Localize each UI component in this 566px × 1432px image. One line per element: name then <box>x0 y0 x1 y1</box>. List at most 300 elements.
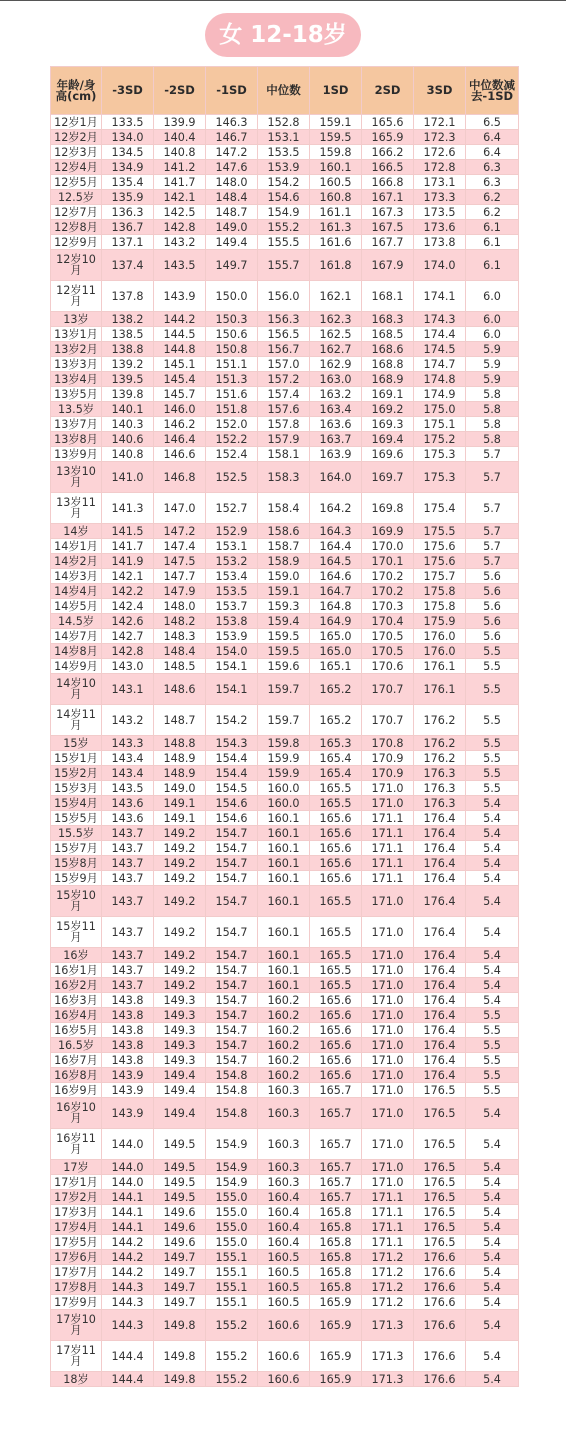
age-cell: 15岁4月 <box>51 796 102 811</box>
diff-cell: 6.5 <box>466 115 519 130</box>
minus1sd-cell: 152.2 <box>206 432 258 447</box>
minus3sd-cell: 144.2 <box>102 1250 154 1265</box>
minus1sd-cell: 153.7 <box>206 599 258 614</box>
plus3sd-cell: 175.5 <box>414 524 466 539</box>
median-cell: 159.9 <box>258 751 310 766</box>
diff-cell: 6.2 <box>466 190 519 205</box>
minus1sd-cell: 149.0 <box>206 220 258 235</box>
plus1sd-cell: 164.8 <box>310 599 362 614</box>
diff-cell: 5.4 <box>466 1220 519 1235</box>
minus2sd-cell: 148.7 <box>154 705 206 736</box>
plus2sd-cell: 170.4 <box>362 614 414 629</box>
plus1sd-cell: 165.9 <box>310 1295 362 1310</box>
minus1sd-cell: 155.1 <box>206 1250 258 1265</box>
plus3sd-cell: 176.5 <box>414 1220 466 1235</box>
plus2sd-cell: 168.6 <box>362 342 414 357</box>
plus2sd-cell: 171.1 <box>362 1220 414 1235</box>
plus1sd-cell: 161.6 <box>310 235 362 250</box>
minus3sd-cell: 137.8 <box>102 281 154 312</box>
column-header-minus2sd: -2SD <box>154 67 206 115</box>
minus2sd-cell: 149.1 <box>154 811 206 826</box>
minus2sd-cell: 149.6 <box>154 1205 206 1220</box>
minus2sd-cell: 140.4 <box>154 130 206 145</box>
plus1sd-cell: 165.5 <box>310 781 362 796</box>
age-cell: 16岁10月 <box>51 1098 102 1129</box>
age-cell: 17岁1月 <box>51 1175 102 1190</box>
diff-cell: 5.5 <box>466 705 519 736</box>
median-cell: 157.8 <box>258 417 310 432</box>
median-cell: 160.1 <box>258 948 310 963</box>
minus1sd-cell: 155.2 <box>206 1310 258 1341</box>
plus2sd-cell: 171.0 <box>362 796 414 811</box>
age-cell: 14岁 <box>51 524 102 539</box>
minus2sd-cell: 149.2 <box>154 886 206 917</box>
diff-cell: 5.4 <box>466 1341 519 1372</box>
diff-cell: 5.4 <box>466 948 519 963</box>
age-cell: 14岁8月 <box>51 644 102 659</box>
minus3sd-cell: 143.7 <box>102 886 154 917</box>
plus2sd-cell: 169.8 <box>362 493 414 524</box>
table-row <box>51 235 519 250</box>
plus1sd-cell: 165.0 <box>310 644 362 659</box>
page-title: 女 12-18岁 <box>205 13 361 57</box>
median-cell: 158.7 <box>258 539 310 554</box>
minus1sd-cell: 152.5 <box>206 462 258 493</box>
minus1sd-cell: 153.9 <box>206 629 258 644</box>
minus3sd-cell: 143.7 <box>102 856 154 871</box>
plus3sd-cell: 176.6 <box>414 1265 466 1280</box>
age-cell: 12岁8月 <box>51 220 102 235</box>
median-cell: 160.0 <box>258 781 310 796</box>
minus2sd-cell: 149.5 <box>154 1175 206 1190</box>
minus2sd-cell: 146.4 <box>154 432 206 447</box>
age-cell: 13岁10月 <box>51 462 102 493</box>
plus1sd-cell: 163.6 <box>310 417 362 432</box>
plus3sd-cell: 176.4 <box>414 948 466 963</box>
minus2sd-cell: 149.2 <box>154 856 206 871</box>
minus2sd-cell: 142.5 <box>154 205 206 220</box>
minus2sd-cell: 145.7 <box>154 387 206 402</box>
table-row <box>51 1129 519 1160</box>
minus3sd-cell: 138.5 <box>102 327 154 342</box>
plus1sd-cell: 165.6 <box>310 841 362 856</box>
minus2sd-cell: 144.8 <box>154 342 206 357</box>
median-cell: 153.1 <box>258 130 310 145</box>
table-row <box>51 569 519 584</box>
age-cell: 12岁7月 <box>51 205 102 220</box>
table-row <box>51 1341 519 1372</box>
diff-cell: 5.4 <box>466 1310 519 1341</box>
table-row <box>51 493 519 524</box>
table-row <box>51 205 519 220</box>
diff-cell: 5.8 <box>466 417 519 432</box>
plus1sd-cell: 165.9 <box>310 1310 362 1341</box>
minus3sd-cell: 143.8 <box>102 1053 154 1068</box>
age-cell: 13岁 <box>51 312 102 327</box>
minus3sd-cell: 144.3 <box>102 1295 154 1310</box>
age-cell: 15岁5月 <box>51 811 102 826</box>
height-reference-table <box>50 66 519 1387</box>
plus3sd-cell: 176.3 <box>414 781 466 796</box>
median-cell: 159.5 <box>258 644 310 659</box>
age-cell: 16岁4月 <box>51 1008 102 1023</box>
minus3sd-cell: 144.4 <box>102 1372 154 1387</box>
median-cell: 160.1 <box>258 978 310 993</box>
plus2sd-cell: 170.6 <box>362 659 414 674</box>
minus3sd-cell: 137.1 <box>102 235 154 250</box>
median-cell: 155.7 <box>258 250 310 281</box>
minus1sd-cell: 148.4 <box>206 190 258 205</box>
plus1sd-cell: 165.5 <box>310 886 362 917</box>
plus3sd-cell: 175.1 <box>414 417 466 432</box>
plus1sd-cell: 164.5 <box>310 554 362 569</box>
diff-cell: 5.5 <box>466 736 519 751</box>
plus2sd-cell: 168.1 <box>362 281 414 312</box>
plus3sd-cell: 174.1 <box>414 281 466 312</box>
median-cell: 160.1 <box>258 963 310 978</box>
minus2sd-cell: 149.2 <box>154 978 206 993</box>
table-row <box>51 115 519 130</box>
table-row <box>51 751 519 766</box>
table-row <box>51 554 519 569</box>
minus1sd-cell: 151.8 <box>206 402 258 417</box>
minus1sd-cell: 152.9 <box>206 524 258 539</box>
minus2sd-cell: 149.2 <box>154 963 206 978</box>
table-row <box>51 978 519 993</box>
minus1sd-cell: 154.7 <box>206 993 258 1008</box>
plus1sd-cell: 162.3 <box>310 312 362 327</box>
plus1sd-cell: 165.6 <box>310 811 362 826</box>
median-cell: 159.4 <box>258 614 310 629</box>
minus3sd-cell: 144.3 <box>102 1280 154 1295</box>
minus3sd-cell: 143.7 <box>102 948 154 963</box>
table-row <box>51 856 519 871</box>
plus2sd-cell: 165.9 <box>362 130 414 145</box>
plus2sd-cell: 171.0 <box>362 978 414 993</box>
age-cell: 15岁11月 <box>51 917 102 948</box>
median-cell: 160.2 <box>258 1038 310 1053</box>
diff-cell: 5.4 <box>466 871 519 886</box>
minus3sd-cell: 139.5 <box>102 372 154 387</box>
diff-cell: 5.4 <box>466 978 519 993</box>
minus3sd-cell: 143.4 <box>102 751 154 766</box>
minus1sd-cell: 155.1 <box>206 1265 258 1280</box>
plus2sd-cell: 171.0 <box>362 963 414 978</box>
plus3sd-cell: 176.6 <box>414 1295 466 1310</box>
age-cell: 16岁8月 <box>51 1068 102 1083</box>
diff-cell: 6.3 <box>466 175 519 190</box>
plus3sd-cell: 174.8 <box>414 372 466 387</box>
plus1sd-cell: 165.8 <box>310 1235 362 1250</box>
median-cell: 160.1 <box>258 917 310 948</box>
table-row <box>51 796 519 811</box>
plus1sd-cell: 165.6 <box>310 1068 362 1083</box>
plus2sd-cell: 170.8 <box>362 736 414 751</box>
table-row <box>51 659 519 674</box>
minus2sd-cell: 146.6 <box>154 447 206 462</box>
plus3sd-cell: 174.7 <box>414 357 466 372</box>
median-cell: 160.5 <box>258 1250 310 1265</box>
diff-cell: 5.4 <box>466 1098 519 1129</box>
minus2sd-cell: 145.1 <box>154 357 206 372</box>
table-row <box>51 1068 519 1083</box>
median-cell: 158.4 <box>258 493 310 524</box>
diff-cell: 5.4 <box>466 1205 519 1220</box>
plus3sd-cell: 176.6 <box>414 1372 466 1387</box>
diff-cell: 5.5 <box>466 644 519 659</box>
median-cell: 153.9 <box>258 160 310 175</box>
plus1sd-cell: 160.1 <box>310 160 362 175</box>
table-row <box>51 250 519 281</box>
table-row <box>51 130 519 145</box>
plus2sd-cell: 166.8 <box>362 175 414 190</box>
minus2sd-cell: 141.7 <box>154 175 206 190</box>
plus1sd-cell: 163.4 <box>310 402 362 417</box>
minus1sd-cell: 155.0 <box>206 1220 258 1235</box>
diff-cell: 6.1 <box>466 235 519 250</box>
diff-cell: 5.4 <box>466 1295 519 1310</box>
age-cell: 16.5岁 <box>51 1038 102 1053</box>
minus1sd-cell: 154.6 <box>206 811 258 826</box>
minus3sd-cell: 136.7 <box>102 220 154 235</box>
minus1sd-cell: 147.2 <box>206 145 258 160</box>
plus2sd-cell: 169.6 <box>362 447 414 462</box>
age-cell: 13岁5月 <box>51 387 102 402</box>
table-row <box>51 160 519 175</box>
plus3sd-cell: 176.3 <box>414 766 466 781</box>
plus1sd-cell: 162.9 <box>310 357 362 372</box>
minus1sd-cell: 154.0 <box>206 644 258 659</box>
diff-cell: 5.5 <box>466 1008 519 1023</box>
minus1sd-cell: 154.9 <box>206 1129 258 1160</box>
age-cell: 16岁2月 <box>51 978 102 993</box>
plus1sd-cell: 164.6 <box>310 569 362 584</box>
age-cell: 12.5岁 <box>51 190 102 205</box>
plus3sd-cell: 175.8 <box>414 599 466 614</box>
minus3sd-cell: 143.7 <box>102 871 154 886</box>
minus2sd-cell: 145.4 <box>154 372 206 387</box>
plus2sd-cell: 168.8 <box>362 357 414 372</box>
minus3sd-cell: 143.2 <box>102 705 154 736</box>
table-row <box>51 1038 519 1053</box>
median-cell: 156.3 <box>258 312 310 327</box>
plus1sd-cell: 165.9 <box>310 1372 362 1387</box>
diff-cell: 5.9 <box>466 357 519 372</box>
diff-cell: 5.4 <box>466 811 519 826</box>
diff-cell: 5.4 <box>466 826 519 841</box>
plus3sd-cell: 175.6 <box>414 539 466 554</box>
minus1sd-cell: 153.2 <box>206 554 258 569</box>
minus2sd-cell: 147.5 <box>154 554 206 569</box>
table-row <box>51 357 519 372</box>
diff-cell: 5.4 <box>466 1250 519 1265</box>
plus1sd-cell: 165.8 <box>310 1220 362 1235</box>
median-cell: 157.0 <box>258 357 310 372</box>
age-cell: 16岁11月 <box>51 1129 102 1160</box>
diff-cell: 5.8 <box>466 432 519 447</box>
minus2sd-cell: 149.3 <box>154 1023 206 1038</box>
table-row <box>51 871 519 886</box>
diff-cell: 5.4 <box>466 1235 519 1250</box>
table-row <box>51 175 519 190</box>
median-cell: 154.2 <box>258 175 310 190</box>
minus2sd-cell: 149.7 <box>154 1295 206 1310</box>
diff-cell: 5.5 <box>466 1068 519 1083</box>
plus2sd-cell: 167.5 <box>362 220 414 235</box>
minus3sd-cell: 143.9 <box>102 1068 154 1083</box>
median-cell: 160.1 <box>258 826 310 841</box>
minus1sd-cell: 155.1 <box>206 1295 258 1310</box>
minus3sd-cell: 143.7 <box>102 917 154 948</box>
diff-cell: 5.5 <box>466 1038 519 1053</box>
plus1sd-cell: 165.6 <box>310 826 362 841</box>
minus3sd-cell: 138.2 <box>102 312 154 327</box>
plus2sd-cell: 167.7 <box>362 235 414 250</box>
age-cell: 17岁 <box>51 1160 102 1175</box>
minus1sd-cell: 155.0 <box>206 1190 258 1205</box>
minus2sd-cell: 149.8 <box>154 1341 206 1372</box>
minus2sd-cell: 147.9 <box>154 584 206 599</box>
plus3sd-cell: 175.9 <box>414 614 466 629</box>
median-cell: 158.1 <box>258 447 310 462</box>
minus2sd-cell: 149.3 <box>154 1053 206 1068</box>
plus1sd-cell: 165.5 <box>310 963 362 978</box>
table-row <box>51 190 519 205</box>
minus2sd-cell: 149.3 <box>154 993 206 1008</box>
column-header-minus3sd: -3SD <box>102 67 154 115</box>
table-row <box>51 1220 519 1235</box>
minus2sd-cell: 148.4 <box>154 644 206 659</box>
plus2sd-cell: 170.9 <box>362 751 414 766</box>
minus2sd-cell: 149.1 <box>154 796 206 811</box>
minus2sd-cell: 147.2 <box>154 524 206 539</box>
median-cell: 155.2 <box>258 220 310 235</box>
age-cell: 13岁2月 <box>51 342 102 357</box>
plus3sd-cell: 174.0 <box>414 250 466 281</box>
diff-cell: 5.5 <box>466 781 519 796</box>
table-row <box>51 1083 519 1098</box>
diff-cell: 6.4 <box>466 130 519 145</box>
table-row <box>51 584 519 599</box>
plus2sd-cell: 171.0 <box>362 1023 414 1038</box>
plus3sd-cell: 176.5 <box>414 1098 466 1129</box>
plus2sd-cell: 171.0 <box>362 1068 414 1083</box>
table-row <box>51 220 519 235</box>
minus1sd-cell: 153.5 <box>206 584 258 599</box>
minus2sd-cell: 148.5 <box>154 659 206 674</box>
minus2sd-cell: 141.2 <box>154 160 206 175</box>
minus3sd-cell: 143.6 <box>102 811 154 826</box>
minus2sd-cell: 148.0 <box>154 599 206 614</box>
plus3sd-cell: 176.5 <box>414 1235 466 1250</box>
plus3sd-cell: 176.4 <box>414 856 466 871</box>
minus2sd-cell: 143.5 <box>154 250 206 281</box>
diff-cell: 5.7 <box>466 539 519 554</box>
diff-cell: 5.4 <box>466 1372 519 1387</box>
plus1sd-cell: 165.1 <box>310 659 362 674</box>
minus1sd-cell: 154.7 <box>206 841 258 856</box>
minus1sd-cell: 154.7 <box>206 963 258 978</box>
age-cell: 17岁7月 <box>51 1265 102 1280</box>
minus3sd-cell: 139.8 <box>102 387 154 402</box>
plus2sd-cell: 171.0 <box>362 1008 414 1023</box>
plus3sd-cell: 173.5 <box>414 205 466 220</box>
minus3sd-cell: 144.1 <box>102 1205 154 1220</box>
plus3sd-cell: 175.4 <box>414 493 466 524</box>
plus2sd-cell: 171.1 <box>362 811 414 826</box>
table-row <box>51 674 519 705</box>
plus3sd-cell: 174.5 <box>414 342 466 357</box>
plus1sd-cell: 162.1 <box>310 281 362 312</box>
minus3sd-cell: 144.1 <box>102 1190 154 1205</box>
plus3sd-cell: 172.6 <box>414 145 466 160</box>
diff-cell: 5.6 <box>466 569 519 584</box>
minus1sd-cell: 154.7 <box>206 826 258 841</box>
median-cell: 160.4 <box>258 1235 310 1250</box>
plus3sd-cell: 176.1 <box>414 659 466 674</box>
plus2sd-cell: 171.2 <box>362 1280 414 1295</box>
median-cell: 160.2 <box>258 1008 310 1023</box>
minus2sd-cell: 149.2 <box>154 917 206 948</box>
plus3sd-cell: 176.6 <box>414 1280 466 1295</box>
median-cell: 160.1 <box>258 856 310 871</box>
plus1sd-cell: 162.5 <box>310 327 362 342</box>
table-row <box>51 402 519 417</box>
plus1sd-cell: 163.7 <box>310 432 362 447</box>
plus3sd-cell: 176.3 <box>414 796 466 811</box>
diff-cell: 5.8 <box>466 402 519 417</box>
plus3sd-cell: 173.6 <box>414 220 466 235</box>
plus2sd-cell: 170.9 <box>362 766 414 781</box>
minus1sd-cell: 150.3 <box>206 312 258 327</box>
plus1sd-cell: 161.8 <box>310 250 362 281</box>
plus2sd-cell: 165.6 <box>362 115 414 130</box>
plus3sd-cell: 175.3 <box>414 447 466 462</box>
age-cell: 16岁5月 <box>51 1023 102 1038</box>
age-cell: 14岁5月 <box>51 599 102 614</box>
plus2sd-cell: 171.3 <box>362 1310 414 1341</box>
diff-cell: 5.4 <box>466 886 519 917</box>
table-row <box>51 1053 519 1068</box>
minus1sd-cell: 154.7 <box>206 1008 258 1023</box>
plus1sd-cell: 165.8 <box>310 1280 362 1295</box>
median-cell: 153.5 <box>258 145 310 160</box>
diff-cell: 6.0 <box>466 281 519 312</box>
age-cell: 17岁10月 <box>51 1310 102 1341</box>
diff-cell: 5.4 <box>466 1190 519 1205</box>
plus1sd-cell: 165.4 <box>310 766 362 781</box>
plus2sd-cell: 170.5 <box>362 629 414 644</box>
minus1sd-cell: 154.9 <box>206 1175 258 1190</box>
minus2sd-cell: 144.5 <box>154 327 206 342</box>
minus3sd-cell: 144.0 <box>102 1160 154 1175</box>
age-cell: 12岁4月 <box>51 160 102 175</box>
plus1sd-cell: 162.7 <box>310 342 362 357</box>
table-row <box>51 948 519 963</box>
median-cell: 159.7 <box>258 674 310 705</box>
minus1sd-cell: 153.8 <box>206 614 258 629</box>
plus3sd-cell: 176.0 <box>414 644 466 659</box>
plus2sd-cell: 170.0 <box>362 539 414 554</box>
minus2sd-cell: 149.8 <box>154 1372 206 1387</box>
minus3sd-cell: 143.8 <box>102 1008 154 1023</box>
minus3sd-cell: 137.4 <box>102 250 154 281</box>
plus1sd-cell: 165.8 <box>310 1250 362 1265</box>
plus3sd-cell: 176.0 <box>414 629 466 644</box>
age-cell: 16岁3月 <box>51 993 102 1008</box>
plus1sd-cell: 165.5 <box>310 917 362 948</box>
table-row <box>51 1280 519 1295</box>
